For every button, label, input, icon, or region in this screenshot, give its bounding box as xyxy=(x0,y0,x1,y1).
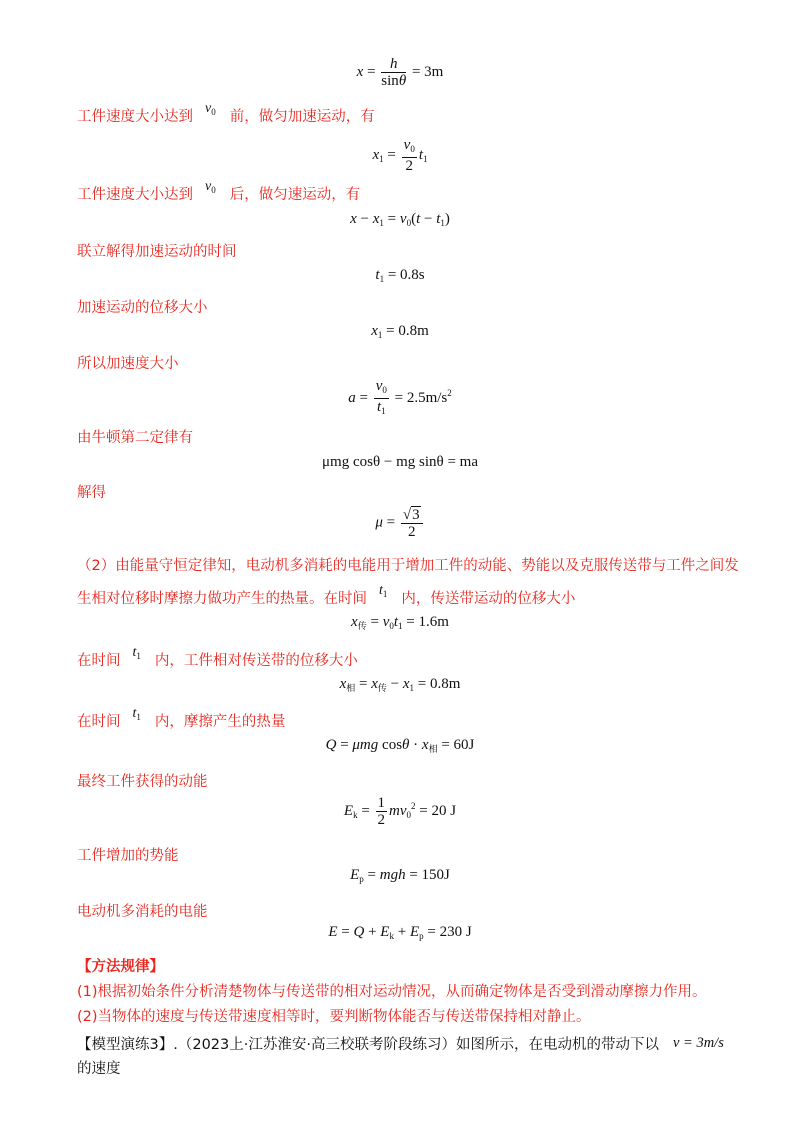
text-line-5: 所以加速度大小 xyxy=(77,356,179,372)
method-rule-1: (1)根据初始条件分析清楚物体与传送带的相对运动情况，从而确定物体是否受到滑动摩擦力作用。 xyxy=(77,984,707,1000)
text-line-7: 解得 xyxy=(77,485,106,501)
equation-kinetic: $E_k$ = $\frac{1}{2}$ $mv_0^2 = 20$ J xyxy=(343,795,457,828)
text-line-11: 工件增加的势能 xyxy=(77,848,179,864)
paragraph-2-line-2: 生相对位移时摩擦力做功产生的热量。在时间$t_1$ 内，传送带运动的位移大小 xyxy=(77,583,576,607)
text-line-10: 最终工件获得的动能 xyxy=(77,774,208,790)
equation-newton: μmg cosθ − mg sinθ = ma xyxy=(322,454,478,470)
equation-potential: $E_p$ = mgh = 150J xyxy=(350,867,450,884)
equation-x1-value: $x_1 = 0.8m$ xyxy=(371,323,429,340)
text-line-4: 加速运动的位移大小 xyxy=(77,300,208,316)
equation-x-belt: $x_传 = v_0t_1 = 1.6m$ xyxy=(351,614,449,631)
equation-t1: $t_1 = 0.8s$ xyxy=(375,267,425,284)
exercise-line-1: 【模型演练3】.（2023上·江苏淮安·高三校联考阶段练习）如图所示，在电动机的带动下以 v = 3m/s xyxy=(77,1035,724,1053)
equation-x: x = $\frac{h}{\sin\theta}$ = 3m xyxy=(356,56,444,89)
method-title: 【方法规律】 xyxy=(77,959,164,975)
exercise-line-2: 的速度 xyxy=(77,1061,121,1077)
text-line-3: 联立解得加速运动的时间 xyxy=(77,244,237,260)
text-line-2: 工件速度大小达到$v_0$ 后，做匀速运动，有 xyxy=(77,179,361,203)
exercise-title: 【模型演练3】 xyxy=(77,1037,174,1053)
equation-energy-total: $E = Q + E_k + E_p = 230$ J xyxy=(328,924,472,941)
paragraph-2-line-1: （2）由能量守恒定律知，电动机多消耗的电能用于增加工件的动能、势能以及克服传送带与工件之间发 xyxy=(77,558,739,574)
equation-a: a = $\frac{v_0}{t_1}$ = $2.5m/s^2$ xyxy=(348,378,452,416)
equation-uniform: $x - x_1 = v_0(t - t_1)$ xyxy=(350,211,450,228)
equation-mu: μ = $\frac{√3}{2}$ xyxy=(0,506,800,540)
equation-x1: $x_1$ = $\frac{v_0}{2}$ $t_1$ xyxy=(372,137,428,174)
text-line-9: 在时间$t_1$ 内，摩擦产生的热量 xyxy=(77,706,286,730)
text-line-8: 在时间$t_1$ 内，工件相对传送带的位移大小 xyxy=(77,645,358,669)
exercise-speed: v = 3m/s xyxy=(672,1035,724,1051)
text-line-1: 工件速度大小达到$v_0$ 前，做匀加速运动，有 xyxy=(77,101,375,125)
text-line-12: 电动机多消耗的电能 xyxy=(77,904,208,920)
equation-heat: Q = μmg $\cos\theta \cdot x_相 = 60J$ xyxy=(325,737,475,754)
text-line-6: 由牛顿第二定律有 xyxy=(77,430,193,446)
equation-x-relative: $x_相 = x_传 - x_1 = 0.8m$ xyxy=(339,676,461,693)
equation-x-result: = 3m xyxy=(411,63,444,80)
method-rule-2: (2)当物体的速度与传送带速度相等时，要判断物体能否与传送带保持相对静止。 xyxy=(77,1009,591,1025)
